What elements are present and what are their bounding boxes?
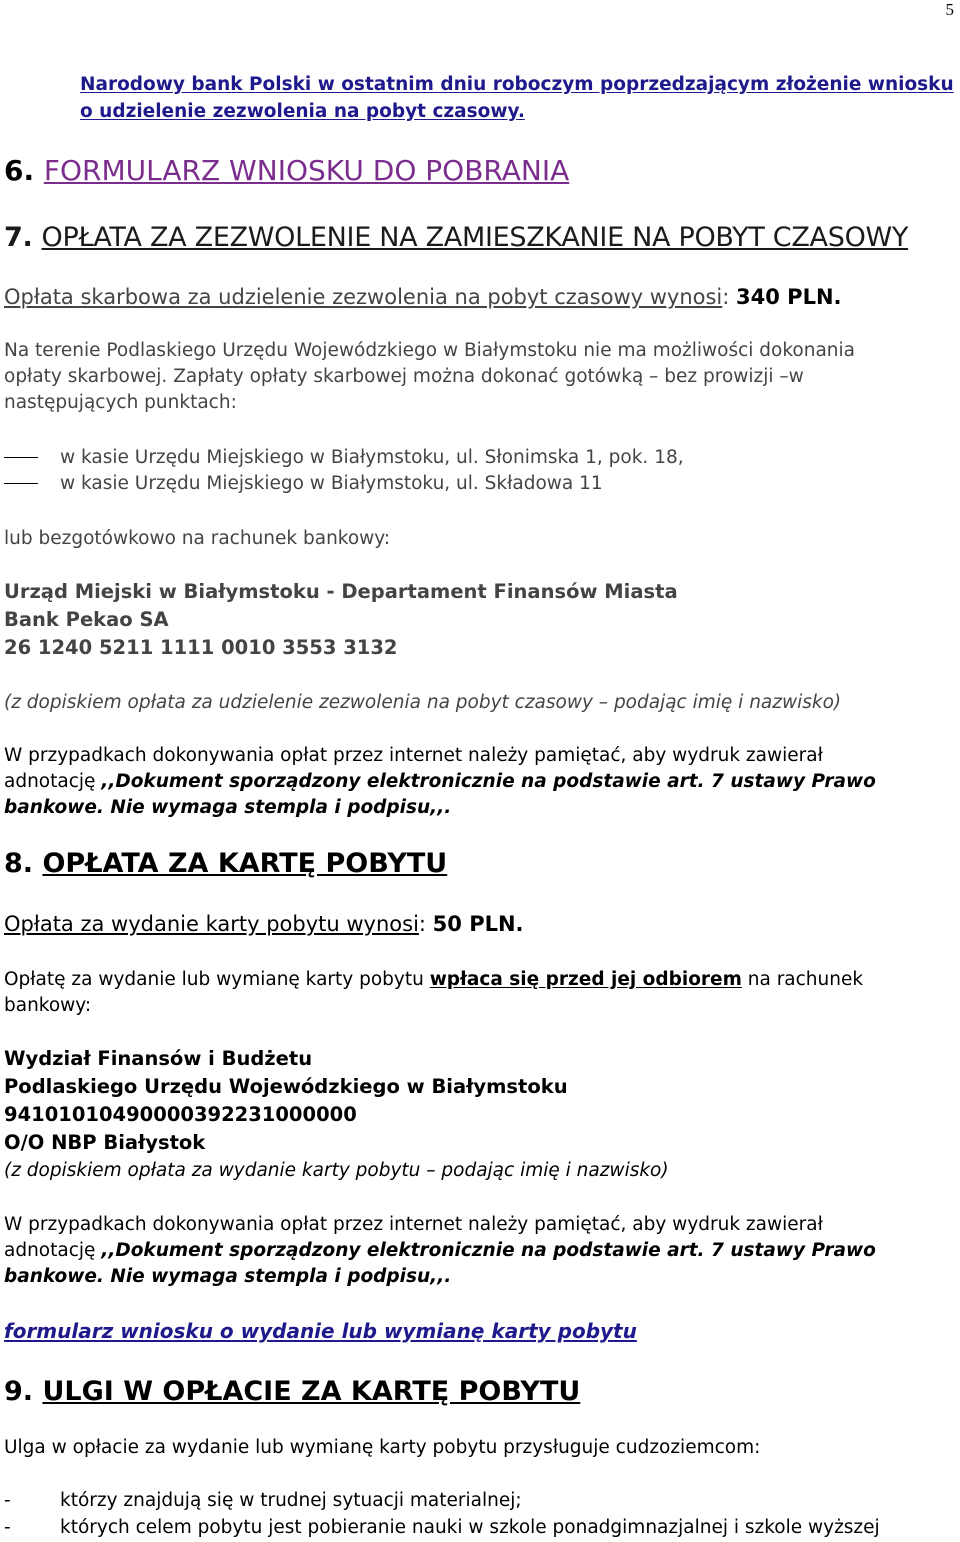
s7-internet-line-2 — [4, 771, 876, 792]
section-7-title[interactable]: OPŁATA ZA ZEZWOLENIE NA ZAMIESZKANIE NA POBYT CZASOWY — [41, 222, 909, 253]
s8-bank-line-2: Podlaskiego Urzędu Wojewódzkiego w Białymstoku — [4, 1075, 568, 1098]
s7-p1-line-3: następujących punktach: — [4, 392, 237, 413]
s8-fee-colon: : — [418, 912, 433, 936]
section-6-number: 6. — [4, 154, 44, 187]
s8-fee-line — [4, 912, 524, 936]
s7-internet-line-3: bankowe. Nie wymaga stempla i podpisu,,. — [4, 797, 452, 818]
section-8-title[interactable]: OPŁATA ZA KARTĘ POBYTU — [42, 848, 448, 879]
intro-link-line-1[interactable]: Narodowy bank Polski w ostatnim dniu roboczym poprzedzającym złożenie wniosku — [80, 74, 954, 95]
s8-p1-line-1 — [4, 969, 863, 990]
s9-list-item-text: których celem pobytu jest pobieranie nauki w szkole ponadgimnazjalnej i szkole wyższej — [60, 1517, 880, 1538]
s7-list-item-text: w kasie Urzędu Miejskiego w Białymstoku, ul. Składowa 11 — [60, 473, 603, 494]
s8-p1-a: Opłatę za wydanie lub wymianę karty pobytu — [4, 969, 430, 990]
s7-p1-line-1: Na terenie Podlaskiego Urzędu Wojewódzkiego w Białymstoku nie ma możliwości dokonania — [4, 340, 856, 361]
s7-p1-line-2a: opłaty skarbowej. — [4, 366, 174, 387]
s8-internet-line-2b: ,,Dokument sporządzony elektronicznie na podstawie art. 7 ustawy Prawo — [101, 1240, 876, 1261]
section-8-number: 8. — [4, 848, 43, 879]
s7-fee-value: 340 PLN. — [736, 285, 842, 309]
s7-list-item — [4, 473, 603, 494]
s7-transfer-intro: lub bezgotówkowo na rachunek bankowy: — [4, 528, 391, 549]
s7-internet-line-2b: ,,Dokument sporządzony elektronicznie na podstawie art. 7 ustawy Prawo — [101, 771, 876, 792]
s7-bank-line-2: Bank Pekao SA — [4, 608, 169, 631]
s7-fee-line — [4, 285, 842, 309]
s8-p1-c: na rachunek — [741, 969, 864, 990]
s8-fee-label[interactable]: Opłata za wydanie karty pobytu wynosi — [4, 912, 419, 936]
section-6-form-download-link[interactable]: FORMULARZ WNIOSKU DO POBRANIA — [43, 154, 570, 187]
s8-internet-line-2 — [4, 1240, 876, 1261]
s8-bank-line-1: Wydział Finansów i Budżetu — [4, 1047, 313, 1070]
s9-list-item — [4, 1490, 522, 1511]
s8-bank-line-4: O/O NBP Białystok — [4, 1131, 206, 1154]
s7-internet-line-2a: adnotację — [4, 771, 102, 792]
s7-list-item-text: w kasie Urzędu Miejskiego w Białymstoku, ul. Słonimska 1, pok. 18, — [60, 447, 684, 468]
s8-p1-line-2: bankowy: — [4, 995, 92, 1016]
s7-note: (z dopiskiem opłata za udzielenie zezwolenia na pobyt czasowy – podając imię i nazwisko) — [4, 692, 842, 713]
section-7-heading — [4, 222, 908, 253]
section-7-number: 7. — [4, 222, 42, 253]
s7-internet-line-1: W przypadkach dokonywania opłat przez internet należy pamiętać, aby wydruk zawierał — [4, 745, 823, 766]
section-8-heading — [4, 848, 447, 879]
s7-list-item — [4, 447, 684, 468]
s8-note: (z dopiskiem opłata za wydanie karty pobytu – podając imię i nazwisko) — [4, 1160, 669, 1181]
s8-internet-line-3: bankowe. Nie wymaga stempla i podpisu,,. — [4, 1266, 452, 1287]
s8-p1-emphasis: wpłaca się przed jej odbiorem — [429, 969, 742, 990]
section-6-heading — [4, 154, 569, 187]
list-dash: - — [4, 1490, 11, 1511]
section-9-heading — [4, 1376, 580, 1407]
list-dash: - — [4, 1517, 11, 1538]
s7-bank-account: 26 1240 5211 1111 0010 3553 3132 — [4, 636, 398, 659]
page-number: 5 — [945, 0, 954, 19]
s9-list-item-text: którzy znajdują się w trudnej sytuacji materialnej; — [60, 1490, 522, 1511]
section-9-title[interactable]: ULGI W OPŁACIE ZA KARTĘ POBYTU — [42, 1376, 581, 1407]
s9-list-item — [4, 1517, 880, 1538]
s8-internet-line-1: W przypadkach dokonywania opłat przez internet należy pamiętać, aby wydruk zawierał — [4, 1214, 823, 1235]
form-link[interactable]: formularz wniosku o wydanie lub wymianę karty pobytu — [4, 1319, 637, 1343]
s8-fee-value: 50 PLN. — [432, 912, 524, 936]
s7-p1-line-2b: Zapłaty opłaty skarbowej można dokonać gotówką – bez prowizji –w — [173, 366, 804, 387]
s7-p1-line-2 — [4, 366, 804, 387]
s7-fee-colon: : — [722, 285, 737, 309]
intro-link-line-2[interactable]: o udzielenie zezwolenia na pobyt czasowy. — [80, 101, 525, 122]
s7-bank-line-1: Urząd Miejski w Białymstoku - Departament Finansów Miasta — [4, 580, 678, 603]
list-dash-icon — [4, 483, 38, 484]
s9-intro: Ulga w opłacie za wydanie lub wymianę karty pobytu przysługuje cudzoziemcom: — [4, 1437, 761, 1458]
list-dash-icon — [4, 457, 38, 458]
s8-bank-account: 94101010490000392231000000 — [4, 1103, 357, 1126]
s8-internet-line-2a: adnotację — [4, 1240, 102, 1261]
section-9-number: 9. — [4, 1376, 43, 1407]
s7-fee-label[interactable]: Opłata skarbowa za udzielenie zezwolenia na pobyt czasowy wynosi — [4, 285, 723, 309]
